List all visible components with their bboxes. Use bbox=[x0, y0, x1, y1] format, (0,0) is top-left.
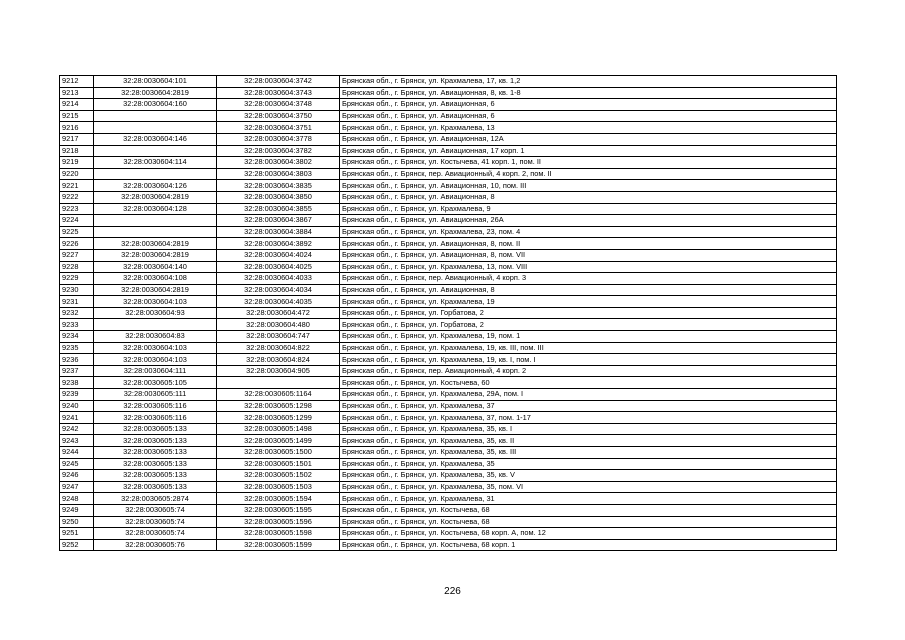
table-row bbox=[60, 296, 837, 308]
parent-cadastral-cell: 32:28:0030605:74 bbox=[94, 504, 217, 516]
parent-cadastral-cell: 32:28:0030604:126 bbox=[94, 180, 217, 192]
cadastral-number-cell: 32:28:0030605:1500 bbox=[217, 447, 340, 459]
cadastral-number-cell: 32:28:0030605:1599 bbox=[217, 539, 340, 551]
address-cell: Брянская обл., г. Брянск, ул. Крахмалева, 19, кв. III, пом. III bbox=[340, 342, 837, 354]
row-number-cell: 9235 bbox=[60, 342, 94, 354]
parent-cadastral-cell: 32:28:0030604:114 bbox=[94, 157, 217, 169]
parent-cadastral-cell: 32:28:0030604:83 bbox=[94, 331, 217, 343]
row-number-cell: 9246 bbox=[60, 470, 94, 482]
parent-cadastral-cell bbox=[94, 168, 217, 180]
address-cell: Брянская обл., г. Брянск, ул. Крахмалева, 19, пом. 1 bbox=[340, 331, 837, 343]
address-cell: Брянская обл., г. Брянск, ул. Авиационная, 8, пом. II bbox=[340, 238, 837, 250]
cadastral-number-cell: 32:28:0030604:3855 bbox=[217, 203, 340, 215]
cadastral-number-cell: 32:28:0030604:3850 bbox=[217, 191, 340, 203]
cadastral-number-cell: 32:28:0030605:1596 bbox=[217, 516, 340, 528]
address-cell: Брянская обл., г. Брянск, ул. Крахмалева, 37 bbox=[340, 400, 837, 412]
parent-cadastral-cell: 32:28:0030604:103 bbox=[94, 354, 217, 366]
parent-cadastral-cell: 32:28:0030604:140 bbox=[94, 261, 217, 273]
parent-cadastral-cell: 32:28:0030605:74 bbox=[94, 516, 217, 528]
address-cell: Брянская обл., г. Брянск, ул. Крахмалева, 13, пом. VIII bbox=[340, 261, 837, 273]
row-number-cell: 9232 bbox=[60, 307, 94, 319]
row-number-cell: 9249 bbox=[60, 504, 94, 516]
cadastral-number-cell: 32:28:0030605:1501 bbox=[217, 458, 340, 470]
address-cell: Брянская обл., г. Брянск, ул. Горбатова, 2 bbox=[340, 307, 837, 319]
cadastral-number-cell: 32:28:0030605:1503 bbox=[217, 481, 340, 493]
table-row bbox=[60, 389, 837, 401]
parent-cadastral-cell: 32:28:0030605:116 bbox=[94, 412, 217, 424]
cadastral-number-cell: 32:28:0030604:3743 bbox=[217, 87, 340, 99]
table-row bbox=[60, 516, 837, 528]
address-cell: Брянская обл., г. Брянск, ул. Крахмалева, 35, кв. I bbox=[340, 423, 837, 435]
address-cell: Брянская обл., г. Брянск, ул. Крахмалева, 35, кв. III bbox=[340, 447, 837, 459]
address-cell: Брянская обл., г. Брянск, ул. Костычева, 60 bbox=[340, 377, 837, 389]
row-number-cell: 9222 bbox=[60, 191, 94, 203]
table-row bbox=[60, 539, 837, 551]
row-number-cell: 9242 bbox=[60, 423, 94, 435]
cadastral-number-cell: 32:28:0030604:4035 bbox=[217, 296, 340, 308]
address-cell: Брянская обл., г. Брянск, ул. Авиационная, 26А bbox=[340, 215, 837, 227]
table-row bbox=[60, 261, 837, 273]
table-row bbox=[60, 528, 837, 540]
address-cell: Брянская обл., г. Брянск, пер. Авиационный, 4 корп. 3 bbox=[340, 273, 837, 285]
cadastral-number-cell: 32:28:0030604:4025 bbox=[217, 261, 340, 273]
address-cell: Брянская обл., г. Брянск, ул. Крахмалева, 29А, пом. I bbox=[340, 389, 837, 401]
address-cell: Брянская обл., г. Брянск, ул. Крахмалева, 19 bbox=[340, 296, 837, 308]
cadastral-number-cell: 32:28:0030604:472 bbox=[217, 307, 340, 319]
address-cell: Брянская обл., г. Брянск, ул. Крахмалева, 9 bbox=[340, 203, 837, 215]
row-number-cell: 9238 bbox=[60, 377, 94, 389]
cadastral-number-cell: 32:28:0030605:1499 bbox=[217, 435, 340, 447]
cadastral-number-cell: 32:28:0030604:824 bbox=[217, 354, 340, 366]
row-number-cell: 9233 bbox=[60, 319, 94, 331]
row-number-cell: 9220 bbox=[60, 168, 94, 180]
address-cell: Брянская обл., г. Брянск, ул. Крахмалева, 17, кв. 1,2 bbox=[340, 76, 837, 88]
row-number-cell: 9240 bbox=[60, 400, 94, 412]
address-cell: Брянская обл., г. Брянск, ул. Авиационная, 8 bbox=[340, 284, 837, 296]
parent-cadastral-cell bbox=[94, 110, 217, 122]
cadastral-number-cell: 32:28:0030604:3802 bbox=[217, 157, 340, 169]
address-cell: Брянская обл., г. Брянск, ул. Горбатова, 2 bbox=[340, 319, 837, 331]
table-row bbox=[60, 122, 837, 134]
parent-cadastral-cell: 32:28:0030605:105 bbox=[94, 377, 217, 389]
table-row bbox=[60, 400, 837, 412]
row-number-cell: 9248 bbox=[60, 493, 94, 505]
row-number-cell: 9217 bbox=[60, 133, 94, 145]
cadastral-number-cell: 32:28:0030605:1299 bbox=[217, 412, 340, 424]
row-number-cell: 9215 bbox=[60, 110, 94, 122]
address-cell: Брянская обл., г. Брянск, ул. Крахмалева, 35 bbox=[340, 458, 837, 470]
table-row bbox=[60, 226, 837, 238]
row-number-cell: 9214 bbox=[60, 99, 94, 111]
row-number-cell: 9225 bbox=[60, 226, 94, 238]
parent-cadastral-cell bbox=[94, 145, 217, 157]
table-row bbox=[60, 157, 837, 169]
parent-cadastral-cell: 32:28:0030605:2874 bbox=[94, 493, 217, 505]
cadastral-number-cell: 32:28:0030604:3884 bbox=[217, 226, 340, 238]
table-row bbox=[60, 238, 837, 250]
row-number-cell: 9223 bbox=[60, 203, 94, 215]
table-row bbox=[60, 249, 837, 261]
address-cell: Брянская обл., г. Брянск, ул. Костычева, 68 корп. А, пом. 12 bbox=[340, 528, 837, 540]
row-number-cell: 9231 bbox=[60, 296, 94, 308]
parent-cadastral-cell: 32:28:0030604:2819 bbox=[94, 284, 217, 296]
address-cell: Брянская обл., г. Брянск, ул. Авиационная, 12А bbox=[340, 133, 837, 145]
table-row bbox=[60, 110, 837, 122]
address-cell: Брянская обл., г. Брянск, ул. Авиационная, 8, кв. 1-8 bbox=[340, 87, 837, 99]
row-number-cell: 9212 bbox=[60, 76, 94, 88]
parent-cadastral-cell: 32:28:0030605:111 bbox=[94, 389, 217, 401]
records-table bbox=[59, 75, 837, 551]
parent-cadastral-cell bbox=[94, 215, 217, 227]
table-row bbox=[60, 180, 837, 192]
cadastral-number-cell: 32:28:0030604:4033 bbox=[217, 273, 340, 285]
cadastral-number-cell: 32:28:0030604:3751 bbox=[217, 122, 340, 134]
address-cell: Брянская обл., г. Брянск, ул. Авиационная, 6 bbox=[340, 99, 837, 111]
table-row bbox=[60, 435, 837, 447]
cadastral-number-cell: 32:28:0030604:3782 bbox=[217, 145, 340, 157]
row-number-cell: 9247 bbox=[60, 481, 94, 493]
parent-cadastral-cell: 32:28:0030604:160 bbox=[94, 99, 217, 111]
parent-cadastral-cell: 32:28:0030604:103 bbox=[94, 342, 217, 354]
row-number-cell: 9234 bbox=[60, 331, 94, 343]
cadastral-number-cell: 32:28:0030604:3778 bbox=[217, 133, 340, 145]
row-number-cell: 9230 bbox=[60, 284, 94, 296]
table-row bbox=[60, 447, 837, 459]
parent-cadastral-cell: 32:28:0030605:133 bbox=[94, 481, 217, 493]
parent-cadastral-cell: 32:28:0030605:116 bbox=[94, 400, 217, 412]
row-number-cell: 9243 bbox=[60, 435, 94, 447]
address-cell: Брянская обл., г. Брянск, пер. Авиационный, 4 корп. 2 bbox=[340, 365, 837, 377]
table-row bbox=[60, 76, 837, 88]
page-number: 226 bbox=[444, 586, 461, 597]
parent-cadastral-cell: 32:28:0030604:111 bbox=[94, 365, 217, 377]
row-number-cell: 9252 bbox=[60, 539, 94, 551]
address-cell: Брянская обл., г. Брянск, ул. Авиационная, 8, пом. VII bbox=[340, 249, 837, 261]
cadastral-number-cell: 32:28:0030605:1598 bbox=[217, 528, 340, 540]
row-number-cell: 9226 bbox=[60, 238, 94, 250]
table-row bbox=[60, 365, 837, 377]
row-number-cell: 9244 bbox=[60, 447, 94, 459]
address-cell: Брянская обл., г. Брянск, ул. Крахмалева, 35, кв. II bbox=[340, 435, 837, 447]
row-number-cell: 9227 bbox=[60, 249, 94, 261]
cadastral-number-cell: 32:28:0030604:3742 bbox=[217, 76, 340, 88]
cadastral-number-cell: 32:28:0030604:480 bbox=[217, 319, 340, 331]
row-number-cell: 9216 bbox=[60, 122, 94, 134]
address-cell: Брянская обл., г. Брянск, ул. Крахмалева, 13 bbox=[340, 122, 837, 134]
parent-cadastral-cell: 32:28:0030605:133 bbox=[94, 470, 217, 482]
table-row bbox=[60, 168, 837, 180]
table-row bbox=[60, 191, 837, 203]
row-number-cell: 9213 bbox=[60, 87, 94, 99]
address-cell: Брянская обл., г. Брянск, ул. Авиационная, 17 корп. 1 bbox=[340, 145, 837, 157]
cadastral-number-cell: 32:28:0030604:3748 bbox=[217, 99, 340, 111]
parent-cadastral-cell: 32:28:0030605:133 bbox=[94, 435, 217, 447]
table-row bbox=[60, 319, 837, 331]
address-cell: Брянская обл., г. Брянск, ул. Крахмалева, 23, пом. 4 bbox=[340, 226, 837, 238]
table-row bbox=[60, 203, 837, 215]
address-cell: Брянская обл., г. Брянск, ул. Авиационная, 10, пом. III bbox=[340, 180, 837, 192]
row-number-cell: 9228 bbox=[60, 261, 94, 273]
parent-cadastral-cell: 32:28:0030604:101 bbox=[94, 76, 217, 88]
address-cell: Брянская обл., г. Брянск, ул. Авиационная, 6 bbox=[340, 110, 837, 122]
parent-cadastral-cell: 32:28:0030605:133 bbox=[94, 447, 217, 459]
parent-cadastral-cell bbox=[94, 226, 217, 238]
table-row bbox=[60, 481, 837, 493]
table-row bbox=[60, 145, 837, 157]
table-row bbox=[60, 412, 837, 424]
cadastral-number-cell: 32:28:0030604:4024 bbox=[217, 249, 340, 261]
table-row bbox=[60, 423, 837, 435]
address-cell: Брянская обл., г. Брянск, ул. Крахмалева, 37, пом. 1-17 bbox=[340, 412, 837, 424]
parent-cadastral-cell bbox=[94, 122, 217, 134]
table-row bbox=[60, 470, 837, 482]
row-number-cell: 9236 bbox=[60, 354, 94, 366]
address-cell: Брянская обл., г. Брянск, ул. Костычева, 41 корп. 1, пом. II bbox=[340, 157, 837, 169]
row-number-cell: 9237 bbox=[60, 365, 94, 377]
cadastral-number-cell bbox=[217, 377, 340, 389]
row-number-cell: 9245 bbox=[60, 458, 94, 470]
parent-cadastral-cell: 32:28:0030604:2819 bbox=[94, 249, 217, 261]
address-cell: Брянская обл., г. Брянск, ул. Крахмалева, 31 bbox=[340, 493, 837, 505]
address-cell: Брянская обл., г. Брянск, пер. Авиационный, 4 корп. 2, пом. II bbox=[340, 168, 837, 180]
table-row bbox=[60, 342, 837, 354]
cadastral-number-cell: 32:28:0030605:1594 bbox=[217, 493, 340, 505]
table-row bbox=[60, 377, 837, 389]
records-table-body bbox=[60, 76, 837, 551]
address-cell: Брянская обл., г. Брянск, ул. Крахмалева, 19, кв. I, пом. I bbox=[340, 354, 837, 366]
table-row bbox=[60, 87, 837, 99]
cadastral-number-cell: 32:28:0030605:1164 bbox=[217, 389, 340, 401]
row-number-cell: 9229 bbox=[60, 273, 94, 285]
address-cell: Брянская обл., г. Брянск, ул. Крахмалева, 35, кв. V bbox=[340, 470, 837, 482]
table-row bbox=[60, 331, 837, 343]
address-cell: Брянская обл., г. Брянск, ул. Крахмалева, 35, пом. VI bbox=[340, 481, 837, 493]
row-number-cell: 9241 bbox=[60, 412, 94, 424]
row-number-cell: 9251 bbox=[60, 528, 94, 540]
parent-cadastral-cell: 32:28:0030604:146 bbox=[94, 133, 217, 145]
cadastral-number-cell: 32:28:0030604:3892 bbox=[217, 238, 340, 250]
parent-cadastral-cell: 32:28:0030604:128 bbox=[94, 203, 217, 215]
table-row bbox=[60, 458, 837, 470]
address-cell: Брянская обл., г. Брянск, ул. Костычева, 68 корп. 1 bbox=[340, 539, 837, 551]
cadastral-number-cell: 32:28:0030604:3835 bbox=[217, 180, 340, 192]
table-row bbox=[60, 133, 837, 145]
table-row bbox=[60, 284, 837, 296]
parent-cadastral-cell: 32:28:0030605:74 bbox=[94, 528, 217, 540]
cadastral-number-cell: 32:28:0030605:1502 bbox=[217, 470, 340, 482]
parent-cadastral-cell: 32:28:0030604:2819 bbox=[94, 87, 217, 99]
cadastral-number-cell: 32:28:0030605:1498 bbox=[217, 423, 340, 435]
parent-cadastral-cell: 32:28:0030604:93 bbox=[94, 307, 217, 319]
row-number-cell: 9239 bbox=[60, 389, 94, 401]
row-number-cell: 9219 bbox=[60, 157, 94, 169]
parent-cadastral-cell: 32:28:0030605:133 bbox=[94, 458, 217, 470]
cadastral-number-cell: 32:28:0030604:3803 bbox=[217, 168, 340, 180]
row-number-cell: 9224 bbox=[60, 215, 94, 227]
parent-cadastral-cell: 32:28:0030605:133 bbox=[94, 423, 217, 435]
row-number-cell: 9250 bbox=[60, 516, 94, 528]
row-number-cell: 9218 bbox=[60, 145, 94, 157]
cadastral-number-cell: 32:28:0030605:1298 bbox=[217, 400, 340, 412]
table-row bbox=[60, 493, 837, 505]
cadastral-number-cell: 32:28:0030604:822 bbox=[217, 342, 340, 354]
cadastral-number-cell: 32:28:0030604:4034 bbox=[217, 284, 340, 296]
address-cell: Брянская обл., г. Брянск, ул. Костычева, 68 bbox=[340, 504, 837, 516]
parent-cadastral-cell bbox=[94, 319, 217, 331]
table-row bbox=[60, 215, 837, 227]
table-row bbox=[60, 354, 837, 366]
cadastral-number-cell: 32:28:0030604:3867 bbox=[217, 215, 340, 227]
cadastral-number-cell: 32:28:0030604:3750 bbox=[217, 110, 340, 122]
parent-cadastral-cell: 32:28:0030604:2819 bbox=[94, 191, 217, 203]
row-number-cell: 9221 bbox=[60, 180, 94, 192]
address-cell: Брянская обл., г. Брянск, ул. Авиационная, 8 bbox=[340, 191, 837, 203]
table-row bbox=[60, 307, 837, 319]
parent-cadastral-cell: 32:28:0030605:76 bbox=[94, 539, 217, 551]
parent-cadastral-cell: 32:28:0030604:103 bbox=[94, 296, 217, 308]
address-cell: Брянская обл., г. Брянск, ул. Костычева, 68 bbox=[340, 516, 837, 528]
table-row bbox=[60, 273, 837, 285]
table-row bbox=[60, 99, 837, 111]
parent-cadastral-cell: 32:28:0030604:108 bbox=[94, 273, 217, 285]
cadastral-number-cell: 32:28:0030605:1595 bbox=[217, 504, 340, 516]
parent-cadastral-cell: 32:28:0030604:2819 bbox=[94, 238, 217, 250]
cadastral-number-cell: 32:28:0030604:905 bbox=[217, 365, 340, 377]
cadastral-number-cell: 32:28:0030604:747 bbox=[217, 331, 340, 343]
table-row bbox=[60, 504, 837, 516]
